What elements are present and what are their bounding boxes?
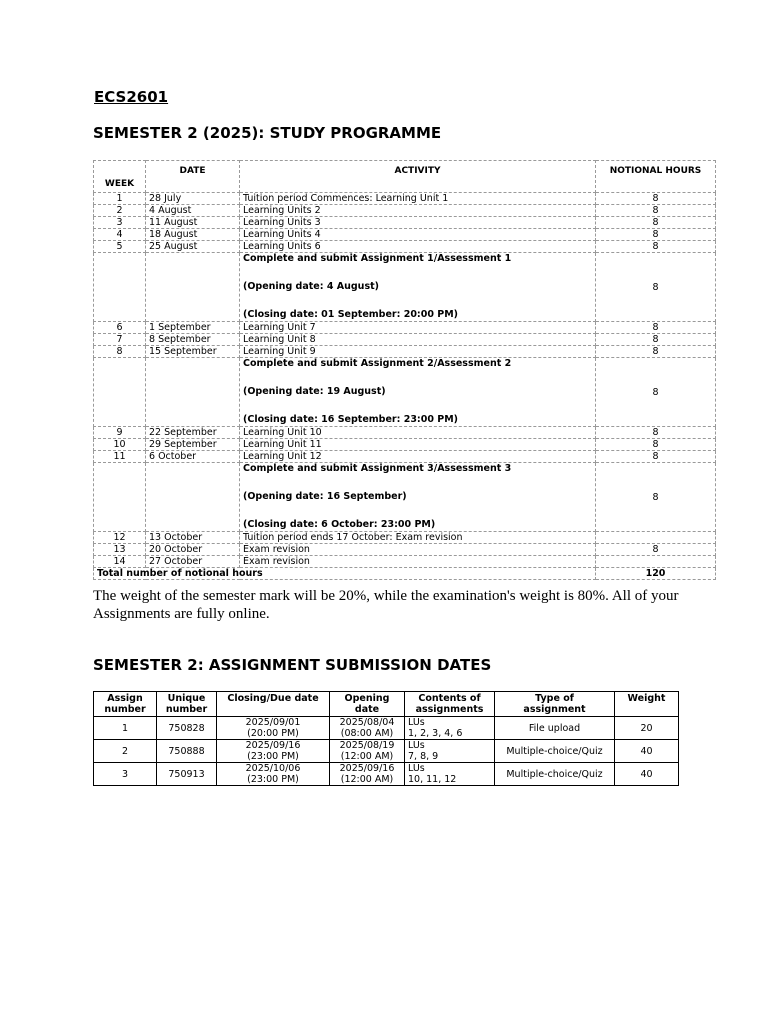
week-cell: 10: [94, 439, 146, 451]
hours-cell: 8: [596, 193, 716, 205]
table-row: [94, 193, 716, 205]
total-value: 120: [596, 568, 716, 580]
table-row: [94, 205, 716, 217]
assignment-closing-date: (Closing date: 16 September: 23:00 PM): [243, 414, 459, 425]
col-weight: Weight: [615, 692, 679, 717]
table-row: [94, 334, 716, 346]
week-cell: 7: [94, 334, 146, 346]
assignment-opening-date: (Opening date: 16 September): [243, 491, 407, 502]
date-cell: 20 October: [146, 544, 240, 556]
assign-number-cell: 3: [94, 763, 157, 786]
activity-cell: Learning Unit 10: [240, 427, 596, 439]
table-row: [94, 740, 679, 763]
col-contents: Contents of assignments: [405, 692, 495, 717]
hours-cell: 8: [596, 358, 716, 427]
table-row: [94, 451, 716, 463]
date-cell: 25 August: [146, 241, 240, 253]
date-cell: [146, 463, 240, 532]
date-cell: 4 August: [146, 205, 240, 217]
opening-date-cell: 2025/09/16 (12:00 AM): [330, 763, 405, 786]
col-assign-number: Assign number: [94, 692, 157, 717]
week-cell: 6: [94, 322, 146, 334]
weight-paragraph: The weight of the semester mark will be 20%, while the examination's weight is 80%. All of your Assignments are fully online.: [93, 588, 679, 622]
table-row: [94, 439, 716, 451]
date-cell: 29 September: [146, 439, 240, 451]
activity-cell: Tuition period Commences: Learning Unit 1: [240, 193, 596, 205]
date-cell: 13 October: [146, 532, 240, 544]
activity-cell: Learning Units 6: [240, 241, 596, 253]
table-row: [94, 717, 679, 740]
col-type: Type of assignment: [495, 692, 615, 717]
col-week: WEEK: [94, 161, 146, 193]
submission-heading: SEMESTER 2: ASSIGNMENT SUBMISSION DATES: [93, 656, 492, 674]
date-cell: [146, 253, 240, 322]
hours-cell: 8: [596, 463, 716, 532]
weight-cell: 40: [615, 740, 679, 763]
date-cell: 1 September: [146, 322, 240, 334]
type-cell: Multiple-choice/Quiz: [495, 740, 615, 763]
table-row: [94, 241, 716, 253]
activity-cell: Exam revision: [240, 556, 596, 568]
table-row: [94, 544, 716, 556]
assignment-opening-date: (Opening date: 19 August): [243, 386, 386, 397]
hours-cell: 8: [596, 544, 716, 556]
hours-cell: 8: [596, 427, 716, 439]
table-row: [94, 532, 716, 544]
activity-cell: Learning Units 4: [240, 229, 596, 241]
activity-cell: [240, 358, 596, 427]
col-notional-hours: NOTIONAL HOURS: [596, 161, 716, 193]
hours-cell: [596, 532, 716, 544]
col-unique-number: Unique number: [157, 692, 217, 717]
type-cell: Multiple-choice/Quiz: [495, 763, 615, 786]
week-cell: [94, 463, 146, 532]
week-cell: 13: [94, 544, 146, 556]
activity-cell: Learning Unit 12: [240, 451, 596, 463]
col-opening-date: Opening date: [330, 692, 405, 717]
closing-date-cell: 2025/09/16 (23:00 PM): [217, 740, 330, 763]
date-cell: 15 September: [146, 346, 240, 358]
activity-cell: Exam revision: [240, 544, 596, 556]
activity-cell: Learning Unit 7: [240, 322, 596, 334]
table-row: [94, 556, 716, 568]
hours-cell: 8: [596, 229, 716, 241]
activity-cell: Tuition period ends 17 October: Exam revision: [240, 532, 596, 544]
assignment-2-row: [94, 358, 716, 427]
type-cell: File upload: [495, 717, 615, 740]
col-date: DATE: [146, 161, 240, 193]
date-cell: 27 October: [146, 556, 240, 568]
total-row: [94, 568, 716, 580]
assignment-title: Complete and submit Assignment 2/Assessment 2: [243, 358, 512, 369]
col-activity: ACTIVITY: [240, 161, 596, 193]
opening-date-cell: 2025/08/04 (08:00 AM): [330, 717, 405, 740]
activity-cell: Learning Unit 11: [240, 439, 596, 451]
assign-number-cell: 2: [94, 740, 157, 763]
table-row: [94, 763, 679, 786]
hours-cell: 8: [596, 322, 716, 334]
total-label: Total number of notional hours: [94, 568, 596, 580]
assignment-closing-date: (Closing date: 6 October: 23:00 PM): [243, 519, 436, 530]
programme-heading: SEMESTER 2 (2025): STUDY PROGRAMME: [93, 124, 442, 142]
assignment-title: Complete and submit Assignment 1/Assessment 1: [243, 253, 512, 264]
table-row: [94, 217, 716, 229]
activity-cell: Learning Units 3: [240, 217, 596, 229]
week-cell: [94, 358, 146, 427]
submission-dates-table: [93, 691, 679, 786]
week-cell: [94, 253, 146, 322]
weight-cell: 40: [615, 763, 679, 786]
table-row: [94, 427, 716, 439]
course-code: ECS2601: [94, 88, 169, 106]
week-cell: 9: [94, 427, 146, 439]
unique-number-cell: 750913: [157, 763, 217, 786]
hours-cell: 8: [596, 253, 716, 322]
assignment-title: Complete and submit Assignment 3/Assessment 3: [243, 463, 512, 474]
closing-date-cell: 2025/09/01 (20:00 PM): [217, 717, 330, 740]
hours-cell: 8: [596, 205, 716, 217]
week-cell: 14: [94, 556, 146, 568]
date-cell: 11 August: [146, 217, 240, 229]
contents-cell: LUs 10, 11, 12: [405, 763, 495, 786]
week-cell: 5: [94, 241, 146, 253]
hours-cell: 8: [596, 439, 716, 451]
table-row: [94, 322, 716, 334]
col-closing-date: Closing/Due date: [217, 692, 330, 717]
assign-number-cell: 1: [94, 717, 157, 740]
assignment-closing-date: (Closing date: 01 September: 20:00 PM): [243, 309, 459, 320]
unique-number-cell: 750828: [157, 717, 217, 740]
date-cell: 22 September: [146, 427, 240, 439]
activity-cell: Learning Unit 9: [240, 346, 596, 358]
activity-cell: [240, 253, 596, 322]
date-cell: 18 August: [146, 229, 240, 241]
assignment-3-row: [94, 463, 716, 532]
hours-cell: 8: [596, 217, 716, 229]
hours-cell: 8: [596, 241, 716, 253]
hours-cell: 8: [596, 451, 716, 463]
date-cell: [146, 358, 240, 427]
week-cell: 11: [94, 451, 146, 463]
opening-date-cell: 2025/08/19 (12:00 AM): [330, 740, 405, 763]
week-cell: 4: [94, 229, 146, 241]
contents-cell: LUs 7, 8, 9: [405, 740, 495, 763]
hours-cell: 8: [596, 334, 716, 346]
hours-cell: 8: [596, 346, 716, 358]
assignment-1-row: [94, 253, 716, 322]
week-cell: 2: [94, 205, 146, 217]
week-cell: 1: [94, 193, 146, 205]
unique-number-cell: 750888: [157, 740, 217, 763]
week-cell: 3: [94, 217, 146, 229]
closing-date-cell: 2025/10/06 (23:00 PM): [217, 763, 330, 786]
weight-cell: 20: [615, 717, 679, 740]
week-cell: 8: [94, 346, 146, 358]
activity-cell: Learning Units 2: [240, 205, 596, 217]
study-programme-table: [93, 160, 716, 580]
date-cell: 28 July: [146, 193, 240, 205]
table-row: [94, 229, 716, 241]
contents-cell: LUs 1, 2, 3, 4, 6: [405, 717, 495, 740]
week-cell: 12: [94, 532, 146, 544]
hours-cell: [596, 556, 716, 568]
date-cell: 6 October: [146, 451, 240, 463]
activity-cell: [240, 463, 596, 532]
activity-cell: Learning Unit 8: [240, 334, 596, 346]
date-cell: 8 September: [146, 334, 240, 346]
table-row: [94, 346, 716, 358]
assignment-opening-date: (Opening date: 4 August): [243, 281, 379, 292]
